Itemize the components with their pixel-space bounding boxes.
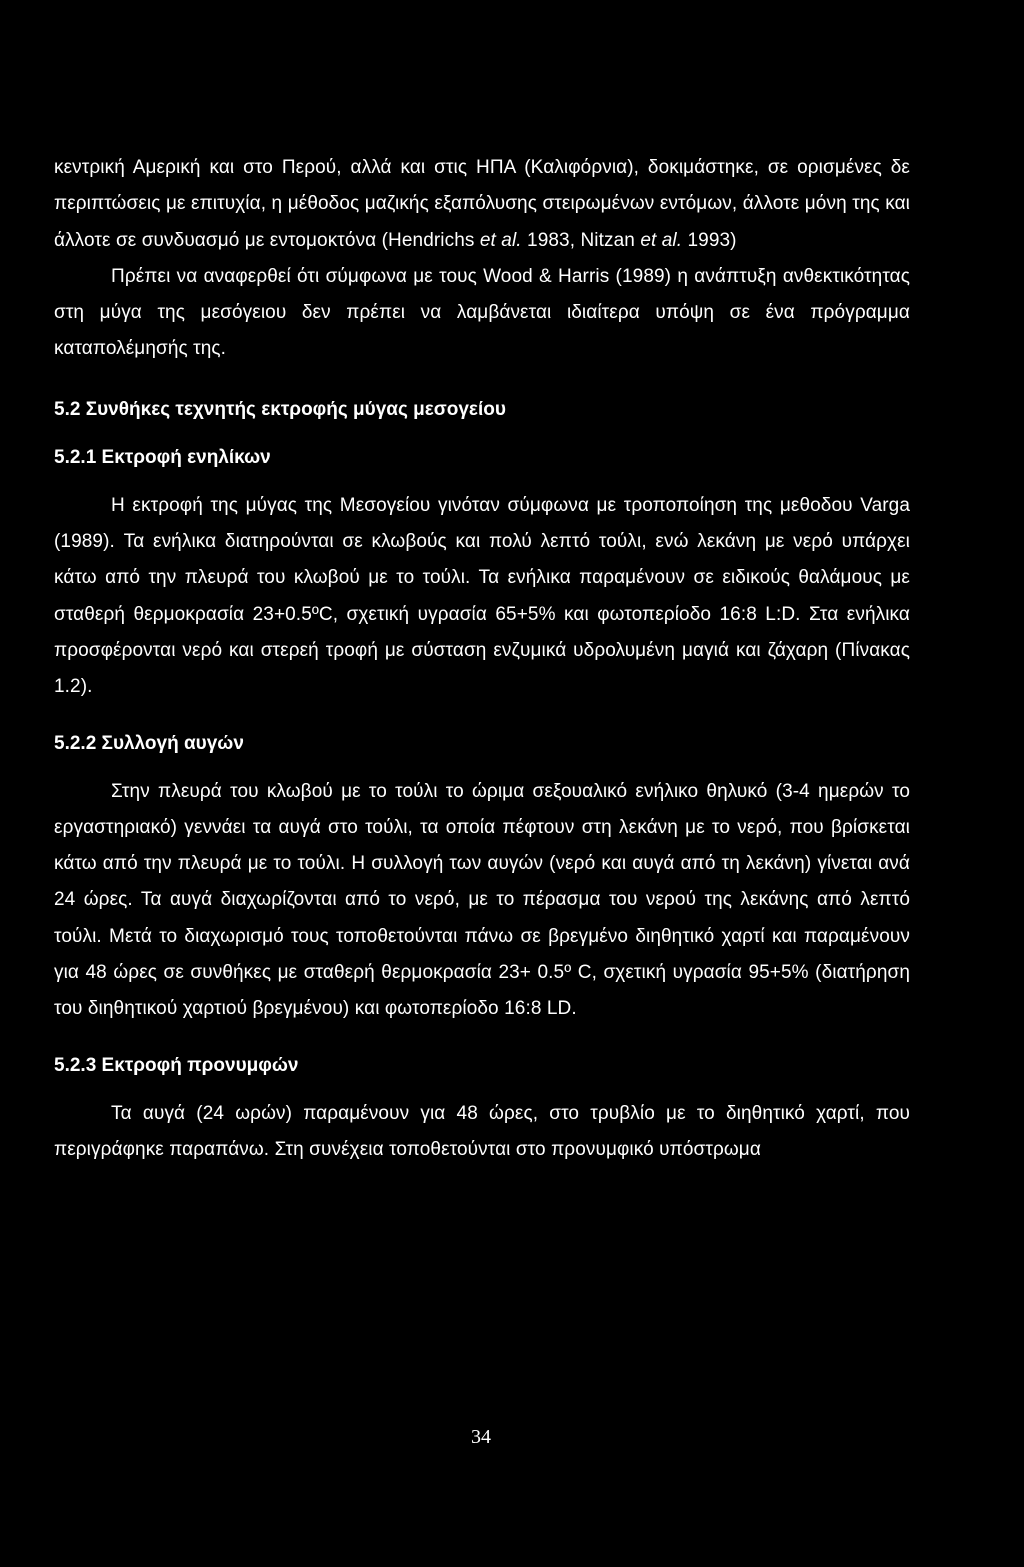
subsection-heading-5-2-2: 5.2.2 Συλλογή αυγών xyxy=(54,732,244,754)
subsection-heading-5-2-3: 5.2.3 Εκτροφή προνυμφών xyxy=(54,1054,299,1076)
subsection-heading-5-2-1: 5.2.1 Εκτροφή ενηλίκων xyxy=(54,446,271,468)
citation-et-al: et al. xyxy=(640,229,683,251)
paragraph-text: κεντρική Αμερική και στο Περού, αλλά και στις ΗΠΑ (Καλιφόρνια), δοκιμάστηκε, σε ορισμένες δε περιπτώσεις με επιτυχία, η μέθοδος μαζικής εξαπόλυσης στειρωμένων εντόμων, άλλοτε μόνη της και άλλοτε σε συνδυασμό με εντομοκτόνα (Hendrichs xyxy=(54,157,910,251)
paragraph-adult-rearing: Η εκτροφή της μύγας της Μεσογείου γινόταν σύμφωνα με τροποποίηση της μεθοδου Varga (1989). Τα ενήλικα διατηρούνται σε κλωβούς και πολύ λεπτό τούλι, ενώ λεκάνη με νερό υπάρχει κάτω από την πλευρά του κλωβού με το τούλι. Τα ενήλικα παραμένουν σε ειδικούς θαλάμους με σταθερή θερμοκρασία 23+0.5ºC, σχετική υγρασία 65+5% και φωτοπερίοδο 16:8 L:D. Στα ενήλικα προσφέρονται νερό και στερεή τροφή με σύσταση ενζυμικά υδρολυμένη μαγιά και ζάχαρη (Πίνακας 1.2). xyxy=(54,494,910,698)
page-number: 34 xyxy=(471,1426,491,1448)
paragraph-larva-rearing: Τα αυγά (24 ωρών) παραμένουν για 48 ώρες, στο τρυβλίο με το διηθητικό χαρτί, που περιγράφηκε παραπάνω. Στη συνέχεια τοποθετούνται στο προνυμφικό υπόστρωμα xyxy=(54,1102,910,1160)
paragraph-text: 1993) xyxy=(682,229,737,251)
paragraph-resistance: Πρέπει να αναφερθεί ότι σύμφωνα με τους Wood & Harris (1989) η ανάπτυξη ανθεκτικότητας στη μύγα της μεσόγειου δεν πρέπει να λαμβάνεται ιδιαίτερα υπόψη σε ένα πρόγραμμα καταπολέμησής της. xyxy=(54,265,910,360)
section-heading-5-2: 5.2 Συνθήκες τεχνητής εκτροφής μύγας μεσογείου xyxy=(54,398,506,420)
citation-et-al: et al. xyxy=(479,229,522,251)
paragraph-continuation xyxy=(54,150,910,259)
paragraph-text: 1983, Nitzan xyxy=(521,229,641,251)
paragraph-egg-collection: Στην πλευρά του κλωβού με το τούλι το ώριμα σεξουαλικό ενήλικο θηλυκό (3-4 ημερών το εργαστηριακό) γεννάει τα αυγά στο τούλι, τα οποία πέφτουν στη λεκάνη με το νερό, που βρίσκεται κάτω από την πλευρά με το τούλι. Η συλλογή των αυγών (νερό και αυγά από τη λεκάνη) γίνεται ανά 24 ώρες. Τα αυγά διαχωρίζονται από το νερό, με το πέρασμα του νερού της λεκάνης από λεπτό τούλι. Μετά το διαχωρισμό τους τοποθετούνται πάνω σε βρεγμένο διηθητικό χαρτί και παραμένουν για 48 ώρες σε συνθήκες με σταθερή θερμοκρασία 23+ 0.5º C, σχετική υγρασία 95+5% (διατήρηση του διηθητικού χαρτιού βρεγμένου) και φωτοπερίοδο 16:8 LD. xyxy=(54,780,910,1020)
page-body xyxy=(54,150,910,1168)
